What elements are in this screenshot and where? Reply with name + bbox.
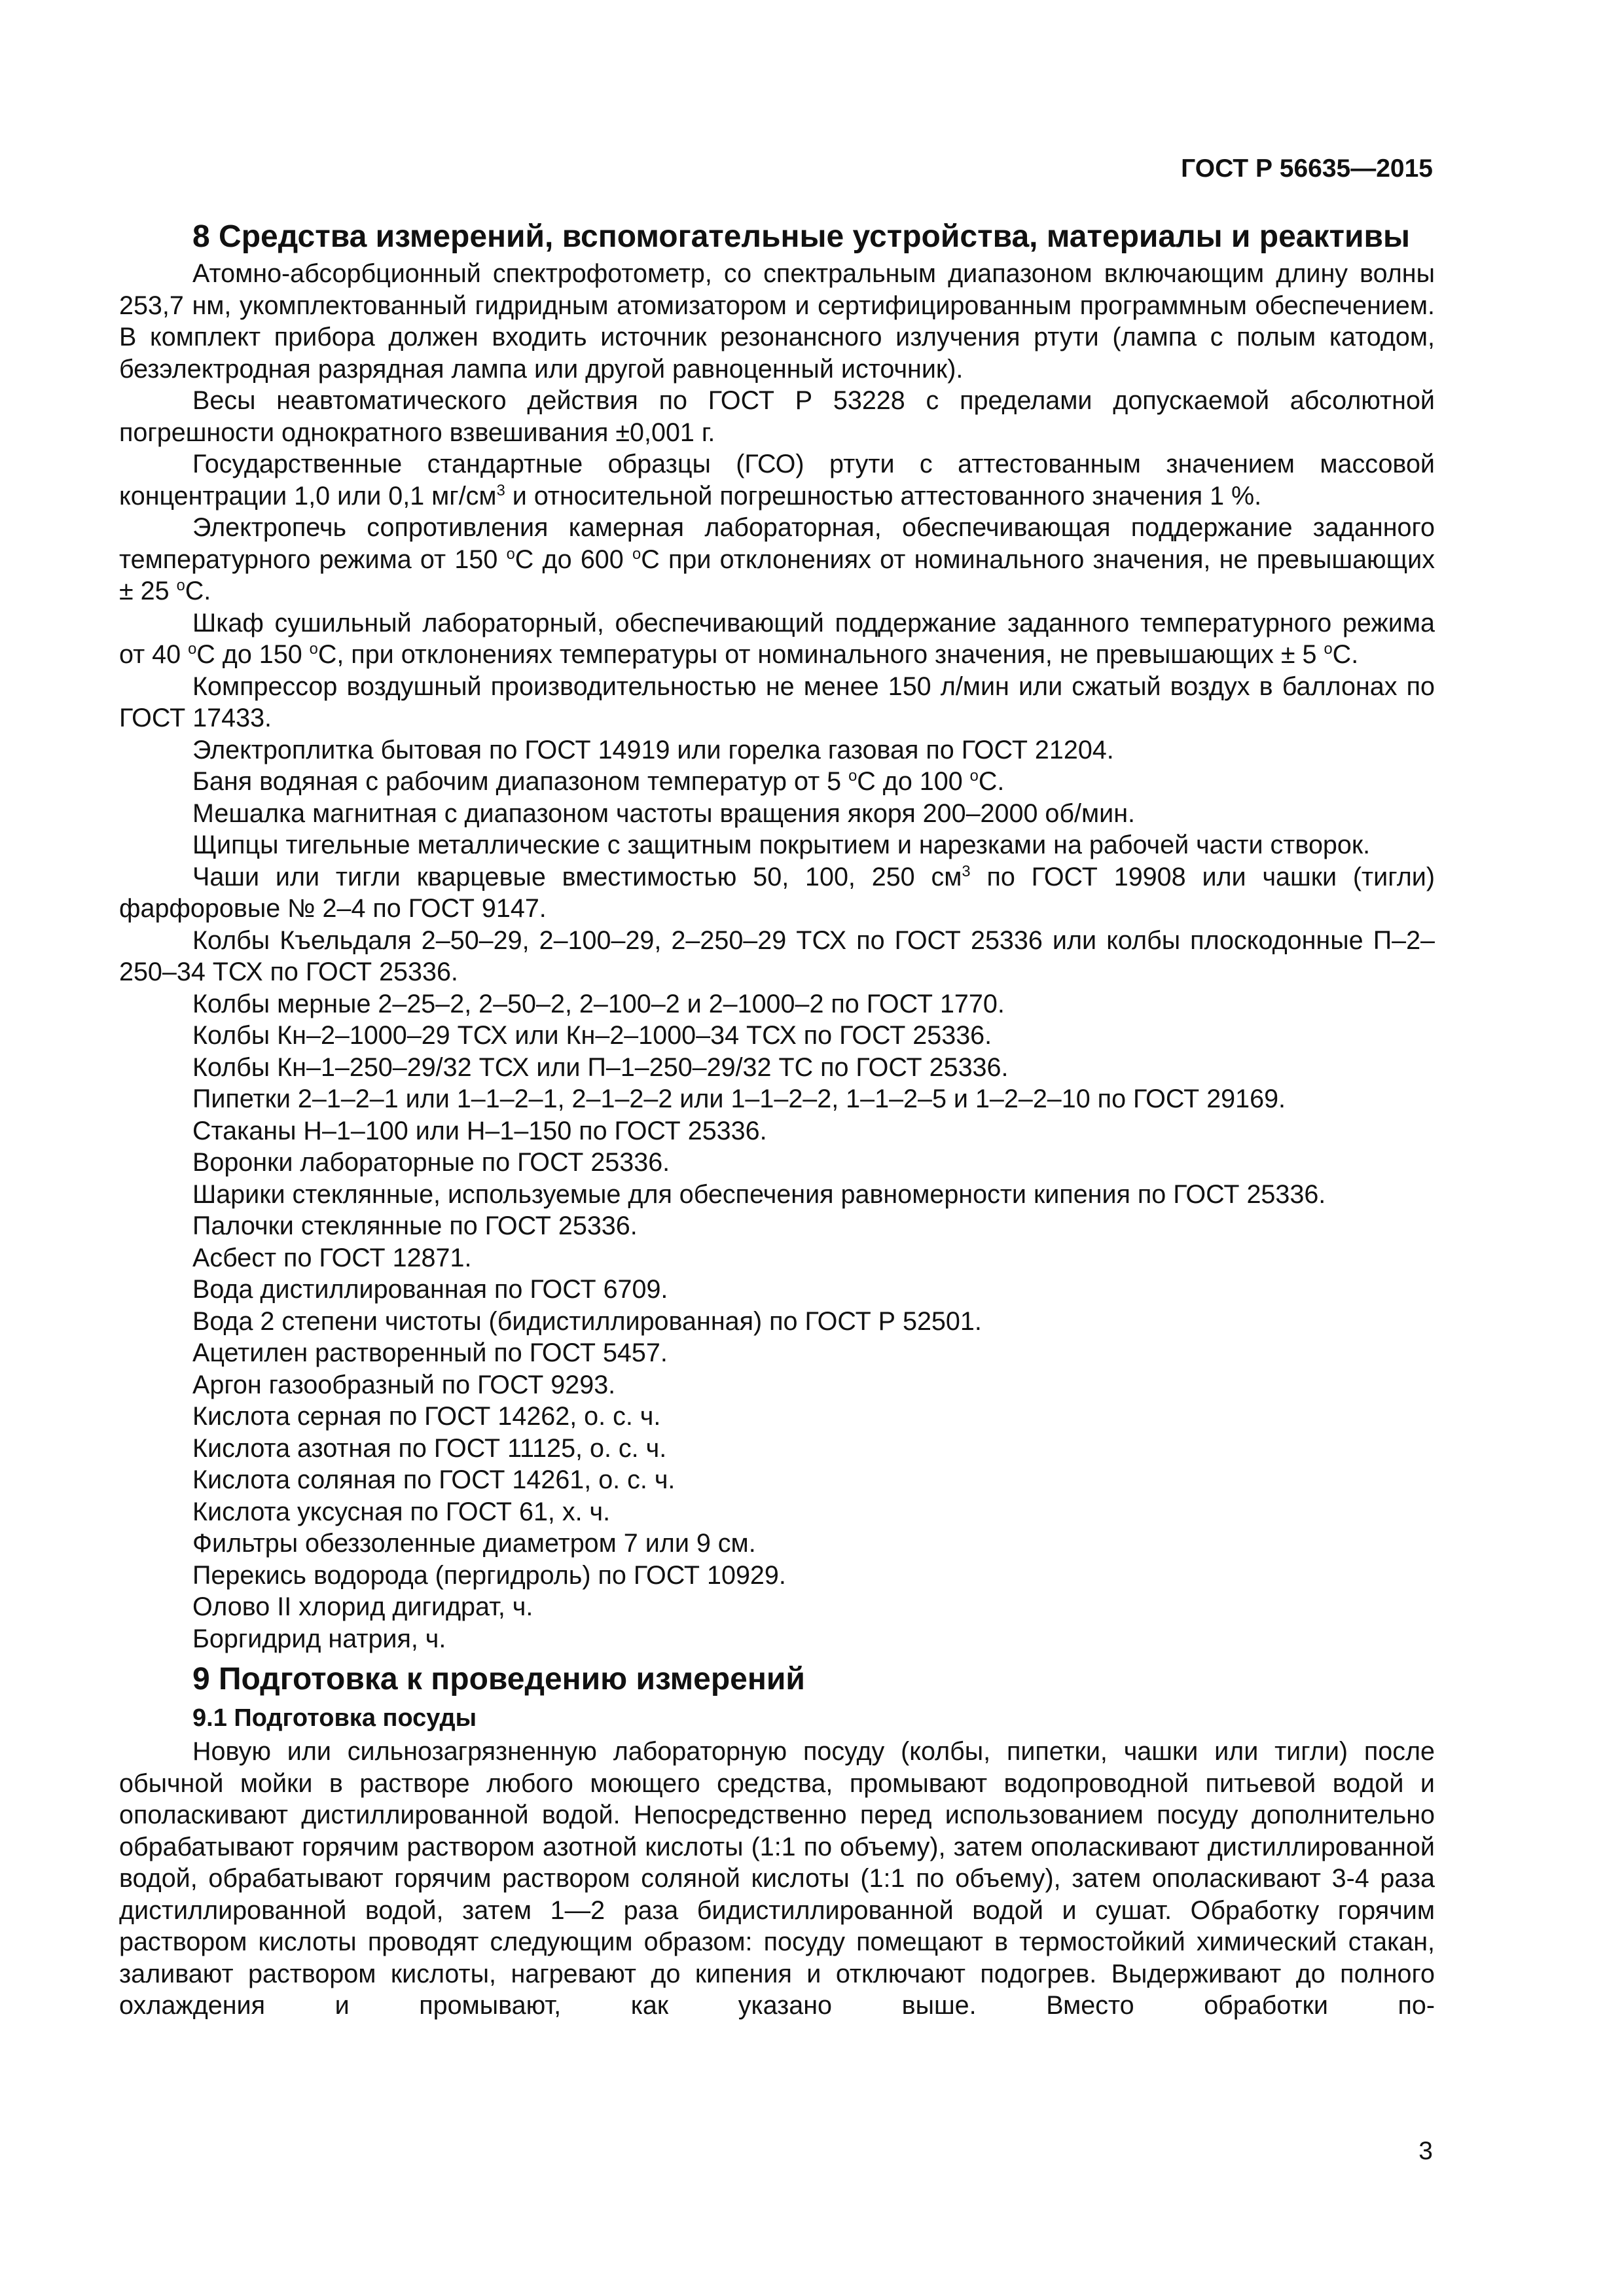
list-item: Шарики стеклянные, используемые для обеспечения равномерности кипения по ГОСТ 25336. — [192, 1179, 1326, 1209]
list-item: Колбы мерные 2–25–2, 2–50–2, 2–100–2 и 2–1000–2 по ГОСТ 1770. — [192, 989, 1005, 1018]
document-code: ГОСТ Р 56635—2015 — [1181, 154, 1433, 183]
list-item: Кислота соляная по ГОСТ 14261, о. с. ч. — [192, 1465, 676, 1494]
paragraph-crucible-tongs: Щипцы тигельные металлические с защитным покрытием и нарезками на рабочей части створок. — [192, 831, 1371, 859]
list-item: Кислота уксусная по ГОСТ 61, х. ч. — [192, 1497, 611, 1526]
paragraph-compressor: Компрессор воздушный производительностью не менее 150 л/мин или сжатый воздух в баллонах по ГОСТ 17433. — [119, 672, 1435, 732]
list-item: Фильтры обеззоленные диаметром 7 или 9 см. — [192, 1529, 756, 1558]
list-item: Перекись водорода (пергидроль) по ГОСТ 10929. — [192, 1560, 786, 1590]
line-water-bath: Баня водяная с рабочим диапазоном температур от 5 $^о$С до 100 $^о$С. — [192, 767, 1005, 796]
paragraph-spectrophotometer: Атомно-абсорбционный спектрофотометр, со спектральным диапазоном включающим длину волны 253,7 нм, укомплектованный гидридным атомизатором и сертифицированным программным обеспечением. В комплект прибора должен входить источник резонансного излучения ртути (лампа с полым катодом, безэлектродная разрядная лампа или другой равноценный источник). — [119, 259, 1435, 384]
list-item: Аргон газообразный по ГОСТ 9293. — [192, 1370, 616, 1399]
list-item: Воронки лабораторные по ГОСТ 25336. — [192, 1148, 670, 1177]
list-item: Вода дистиллированная по ГОСТ 6709. — [192, 1275, 668, 1304]
list-item: Олово II хлорид дигидрат, ч. — [192, 1592, 533, 1621]
list-item: Асбест по ГОСТ 12871. — [192, 1243, 472, 1272]
paragraph-kjeldahl-flasks: Колбы Къельдаля 2–50–29, 2–100–29, 2–250–29 ТСХ по ГОСТ 25336 или колбы плоскодонные П–2–250–34 ТСХ по ГОСТ 25336. — [119, 925, 1435, 986]
list-item: Колбы Кн–1–250–29/32 ТСХ или П–1–250–29/32 ТС по ГОСТ 25336. — [192, 1052, 1009, 1082]
paragraph-reference-samples: Государственные стандартные образцы (ГСО) ртути с аттестованным значением массовой концентрации 1,0 или 0,1 $мг/см^3$ и относительной погрешностью аттестованного значения 1 %. — [119, 450, 1435, 511]
paragraph-drying-cabinet: Шкаф сушильный лабораторный, обеспечивающий поддержание заданного температурного режима от 40 $^о$С до 150 $^о$С, при отклонениях температуры от номинального значения, не превышающих ± 5 $^о$С. — [119, 608, 1435, 669]
list-item: Вода 2 степени чистоты (бидистиллированная) по ГОСТ Р 52501. — [192, 1306, 982, 1336]
document-body — [119, 216, 1435, 2022]
paragraph-glassware-preparation: Новую или сильнозагрязненную лабораторную посуду (колбы, пипетки, чашки или тигли) после обычной мойки в растворе любого моющего средства, промывают водопроводной питьевой водой и ополаскивают дистиллированной водой. Непосредственно перед использованием посуду дополнительно обрабатывают горячим раствором азотной кислоты (1:1 по объему), затем ополаскивают дистиллированной водой, обрабатывают горячим раствором соляной кислоты (1:1 по объему), затем ополаскивают 3-4 раза дистиллированной водой, затем 1—2 раза бидистиллированной водой и сушат. Обработку горячим раствором кислоты проводят следующим образом: посуду помещают в термостойкий химический стакан, заливают раствором кислоты, нагревают до кипения и отключают подогрев. Выдерживают до полного охлаждения и промывают, как указано выше. Вместо обработки по- — [119, 1737, 1435, 2020]
list-item: Палочки стеклянные по ГОСТ 25336. — [192, 1211, 638, 1240]
page-number: 3 — [1418, 2137, 1433, 2165]
list-item: Ацетилен растворенный по ГОСТ 5457. — [192, 1338, 668, 1367]
list-item: Пипетки 2–1–2–1 или 1–1–2–1, 2–1–2–2 или 1–1–2–2, 1–1–2–5 и 1–2–2–10 по ГОСТ 29169. — [192, 1085, 1286, 1113]
paragraph-scales: Весы неавтоматического действия по ГОСТ Р 53228 с пределами допускаемой абсолютной погрешности однократного взвешивания ±0,001 г. — [119, 386, 1435, 447]
paragraph-crucibles: Чаши или тигли кварцевые вместимостью 50, 100, 250 $см^3$ по ГОСТ 19908 или чашки (тигли) фарфоровые № 2–4 по ГОСТ 9147. — [119, 862, 1435, 923]
list-item: Стаканы Н–1–100 или Н–1–150 по ГОСТ 25336. — [192, 1116, 767, 1145]
list-item: Кислота серная по ГОСТ 14262, о. с. ч. — [192, 1402, 661, 1431]
list-item: Колбы Кн–2–1000–29 ТСХ или Кн–2–1000–34 ТСХ по ГОСТ 25336. — [192, 1021, 992, 1050]
list-item: Боргидрид натрия, ч. — [192, 1624, 446, 1653]
list-item: Кислота азотная по ГОСТ 11125, о. с. ч. — [192, 1433, 667, 1463]
subsection-9-1-heading: 9.1 Подготовка посуды — [192, 1704, 477, 1732]
section-9-heading: 9 Подготовка к проведению измерений — [192, 1662, 805, 1696]
line-hotplate: Электроплитка бытовая по ГОСТ 14919 или горелка газовая по ГОСТ 21204. — [192, 735, 1114, 764]
section-8-heading: 8 Средства измерений, вспомогательные устройства, материалы и реактивы — [192, 219, 1411, 254]
paragraph-muffle-furnace: Электропечь сопротивления камерная лабораторная, обеспечивающая поддержание заданного температурного режима от 150 $^о$С до 600 $^о$С при отклонениях от номинального значения, не превышающих ± 25 $^о$С. — [119, 513, 1435, 605]
line-magnetic-stirrer: Мешалка магнитная с диапазоном частоты вращения якоря 200–2000 об/мин. — [192, 798, 1135, 828]
